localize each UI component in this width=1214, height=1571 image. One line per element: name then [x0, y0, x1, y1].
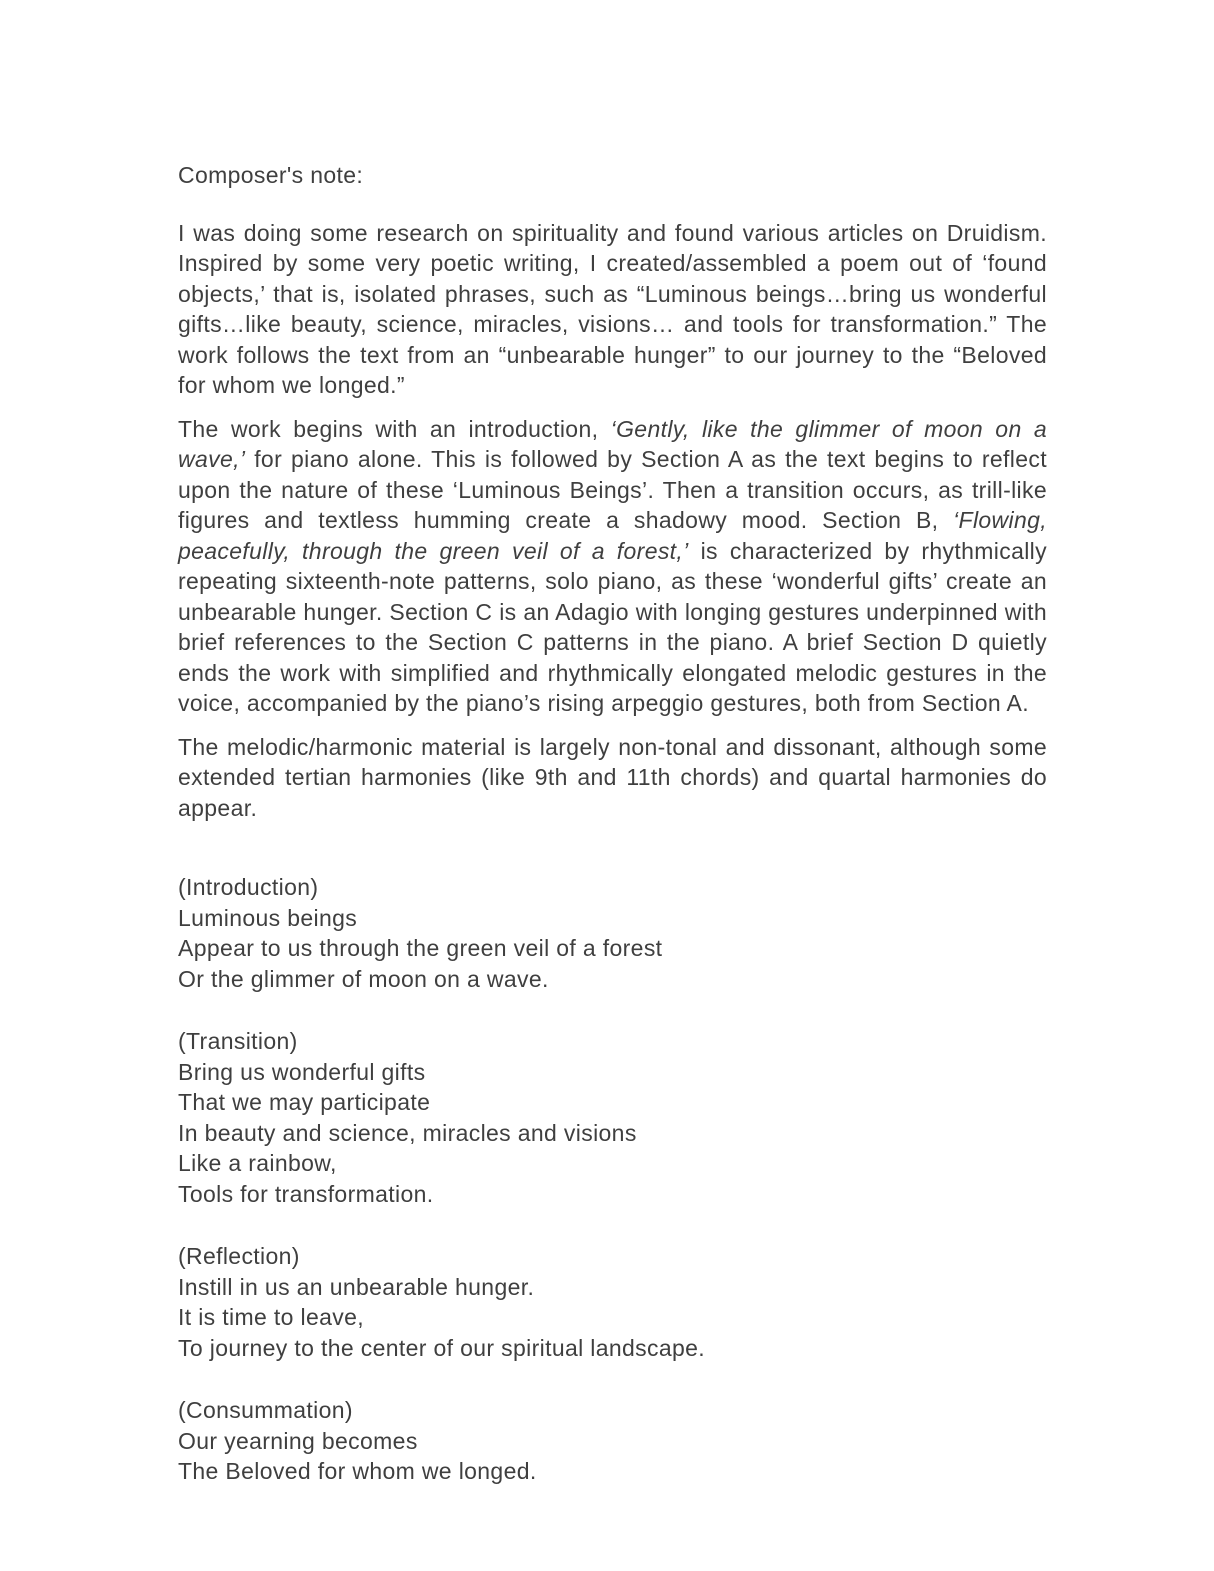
text-run: for piano alone. This is followed by Section A as the text begins to reflect upon the nature of these ‘Luminous Beings’. Then a transition occurs, as trill-like figures and textless humming create a shadowy mood. Section B, [178, 446, 1047, 533]
stanza-heading: (Consummation) [178, 1397, 353, 1423]
poem-line: Appear to us through the green veil of a forest [178, 935, 663, 961]
stanza-lines [178, 1426, 1047, 1487]
document-content [178, 160, 1047, 1487]
poem-line: Like a rainbow, [178, 1150, 337, 1176]
poem-line: To journey to the center of our spiritual landscape. [178, 1334, 706, 1361]
italic-run: ‘Gently, like the glimmer of moon on a wave,’ [178, 415, 1047, 472]
stanza-lines [178, 903, 1047, 995]
paragraph-work-structure [178, 414, 1047, 719]
text-run: is characterized by rhythmically repeating sixteenth-note patterns, solo piano, as these ‘wonderful gifts’ create an unbearable hunger. Section C is an Adagio with longing gestures underpinned with brief references to the Section C patterns in the piano. A brief Section D quietly ends the work with simplified and rhythmically elongated melodic gestures in the voice, accompanied by the piano’s rising arpeggio gestures, both from Section A. [178, 537, 1047, 716]
stanza-heading: (Transition) [178, 1028, 298, 1054]
poem-line: Or the glimmer of moon on a wave. [178, 965, 549, 992]
stanza-consummation [178, 1395, 1047, 1487]
text-run: I was doing some research on spirituality and found various articles on Druidism. Inspired by some very poetic writing, I created/assembled a poem out of ‘found objects,’ that is, isolated phrases, such as “Luminous beings…bring us wonderful gifts…like beauty, science, miracles, visions… and tools for transformation.” The work follows the text from an “unbearable hunger” to our journey to the “Beloved for whom we longed.” [178, 219, 1047, 398]
stanza-heading: (Introduction) [178, 874, 319, 900]
poem-line: Bring us wonderful gifts [178, 1058, 426, 1085]
stanza-transition [178, 1026, 1047, 1209]
poem-line: Our yearning becomes [178, 1427, 418, 1454]
paragraph-harmonic-material [178, 732, 1047, 824]
poem-line: That we may participate [178, 1089, 431, 1115]
poem-line: Tools for transformation. [178, 1180, 434, 1207]
page-title: Composer's note: [178, 162, 364, 188]
italic-run: ‘Flowing, peacefully, through the green veil of a forest,’ [178, 507, 1047, 564]
stanza-introduction [178, 872, 1047, 994]
poem-line: The Beloved for whom we longed. [178, 1458, 537, 1484]
text-run: The work begins with an introduction, [178, 415, 611, 442]
stanza-lines [178, 1272, 1047, 1364]
poem-line: Luminous beings [178, 904, 358, 931]
poem-line: Instill in us an unbearable hunger. [178, 1273, 535, 1300]
poem-line: In beauty and science, miracles and visions [178, 1119, 637, 1146]
stanza-lines [178, 1057, 1047, 1210]
text-run: The melodic/harmonic material is largely non-tonal and dissonant, although some extended tertian harmonies (like 9th and 11th chords) and quartal harmonies do appear. [178, 733, 1047, 821]
poem-line: It is time to leave, [178, 1304, 364, 1330]
stanza-heading: (Reflection) [178, 1243, 300, 1269]
stanza-reflection [178, 1241, 1047, 1363]
paragraph-intro-research [178, 218, 1047, 401]
